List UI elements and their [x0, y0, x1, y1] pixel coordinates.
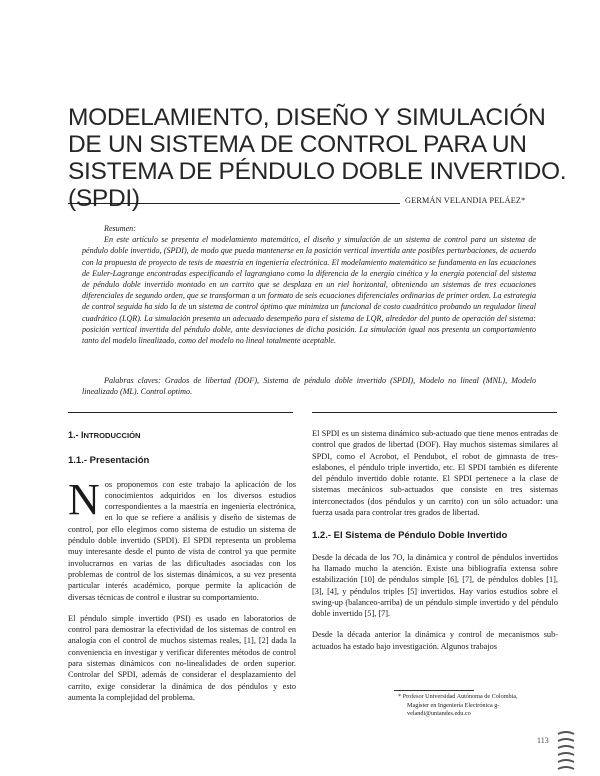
- footnote: [398, 693, 556, 719]
- footnote-line: Magíster en Ingeniería Electrónica g-: [407, 701, 500, 709]
- abstract-text: En este artículo se presenta el modelamiento matemático, el diseño y simulación de un sistema de control para un sistema de péndulo doble invertido, (SPDI), de modo que pueda mantenerse en la posición vertical invertida ante posibles perturbaciones, de acuerdo con la propuesta de proyecto de tesis de maestría en ingeniería electrónica. El modelamiento matemático se fundamenta en las ecuaciones de Euler-Lagrange encontradas especificando el lagrangiano como la diferencia de la energía cinética y la energía potencial del sistema de péndulo doble invertido montado en un carrito que se desplaza en un riel horizontal, obteniendo un sistemas de tres ecuaciones diferenciales de segundo orden, que se transforman a un formato de seis ecuaciones diferenciales ordinarias de primer orden. La estrategia de control seguida ha sido la de un sistema de control óptimo que minimiza un funcional de costo cuadrático probando un regulador lineal cuadrático (LQR). La simulación presenta un adecuado desempeño para el sistema de LQR, alrededor del punto de operación del sistema: posición vertical invertida del péndulo doble, ante desviaciones de dicha posición. La simulación igual nos presenta un comportamiento tanto del modelo linealizado, como del modelo no lineal totalmente aceptable.: [82, 235, 536, 346]
- section-heading: [68, 430, 296, 441]
- right-column: [312, 428, 558, 652]
- paragraph: El SPDI es un sistema dinámico sub-actuado que tiene menos entradas de control que grados de libertad (DOF). Hay muchos sistemas similares al SPDI, como el Acrobot, el Pendubot, el robot de gimnasta de tres-eslabones, el péndulo triple invertido, etc. El SPDI también es diferente del péndulo invertido doble rotante. El SPDI pertenece a la clase de sistemas mecánicos sub-actuados que consiste en tres sistemas interconectados (dos péndulos y un carrito) con un sólo actuador: una fuerza usada para controlar tres grados de libertad.: [312, 429, 558, 518]
- paragraph: El péndulo simple invertido (PSI) es usado en laboratorios de control para demostrar la efectividad de los sistemas de control en analogía con el control de muchos sistemas reales, [1], [2] dada la conveniencia en investigar y verificar diferentes métodos de control para sistemas dinámicos con no-linealidades de orden superior. Controlar del SPDI, además de considerar el desplazamiento del carrito, exige considerar la dinámica de dos péndulos y esto aumenta la complejidad del problema.: [68, 613, 296, 702]
- paragraph: Desde la década de los 7O, la dinámica y control de péndulos invertidos ha llamado mucho la atención. Existe una bibliografía extensa sobre estabilización [10] de péndulos simple [6], [7], de péndulos dobles [1], [3], [4], y péndulos triples [5] invertidos. Hay varios estudios sobre el swing-up (balanceo-arriba) de un péndulo simple invertido y del péndulo doble invertido [5], [7].: [312, 552, 558, 619]
- page-number: 113: [537, 736, 549, 745]
- keywords: Palabras claves: Grados de libertad (DOF), Sistema de péndulo doble invertido (SPDI), Modelo no lineal (MNL), Modelo linealizado (ML). Control optimo.: [82, 376, 536, 397]
- footnote-rule: [394, 690, 474, 691]
- abstract-label: Resumen:: [104, 224, 136, 233]
- section-rule-right: [312, 412, 557, 413]
- subsection-heading-presentacion: 1.1.- Presentación: [68, 455, 150, 467]
- paragraph-text: os proponemos con este trabajo la aplicación de los conocimientos adquiridos en los diversos estudios correspondientes a la maestría en ingeniería electrónica, en lo que se refiere a análisis y diseño de sistemas de control, por ello elegimos como sistema de estudio un sistema de péndulo doble invertido (SPDI). El SPDI representa un problema muy interesante desde el punto de vista de control ya que permite involucrarnos en varias de las dificultades asociadas con los problemas de control de los sistemas dinámicos, a su vez presenta particular interés académico, porque permite la aplicación de diversas técnicas de control e ilustrar su comportamiento.: [68, 479, 296, 602]
- paragraph: Desde la década anterior la dinámica y control de mecanismos sub-actuados ha estado bajo investigación. Algunos trabajos: [312, 630, 558, 651]
- section-title-rest: NTRODUCCIÓN: [83, 431, 141, 440]
- author-rule: [68, 203, 400, 204]
- paragraph: [68, 474, 296, 603]
- section-number: 1.-: [68, 430, 79, 440]
- article-title: MODELAMIENTO, DISEÑO Y SIMULACIÓN DE UN SISTEMA DE CONTROL PARA UN SISTEMA DE PÉNDULO DOBLE INVERTIDO. (SPDI): [68, 104, 567, 212]
- page-corner-ornament: [556, 728, 576, 770]
- author-name: GERMÁN VELANDIA PELÁEZ*: [405, 196, 526, 205]
- section-rule-left: [68, 412, 293, 413]
- drop-cap: N: [68, 474, 100, 524]
- footnote-line: * Profesor Universidad Autónoma de Colombia,: [398, 693, 518, 700]
- left-column: [68, 430, 296, 703]
- abstract: [82, 223, 536, 346]
- subsection-heading-spdi: 1.2.- El Sistema de Péndulo Doble Invertido: [312, 530, 508, 542]
- section-initial: I: [81, 430, 84, 440]
- footnote-email: velandi@uniandes.edu.co: [407, 710, 471, 718]
